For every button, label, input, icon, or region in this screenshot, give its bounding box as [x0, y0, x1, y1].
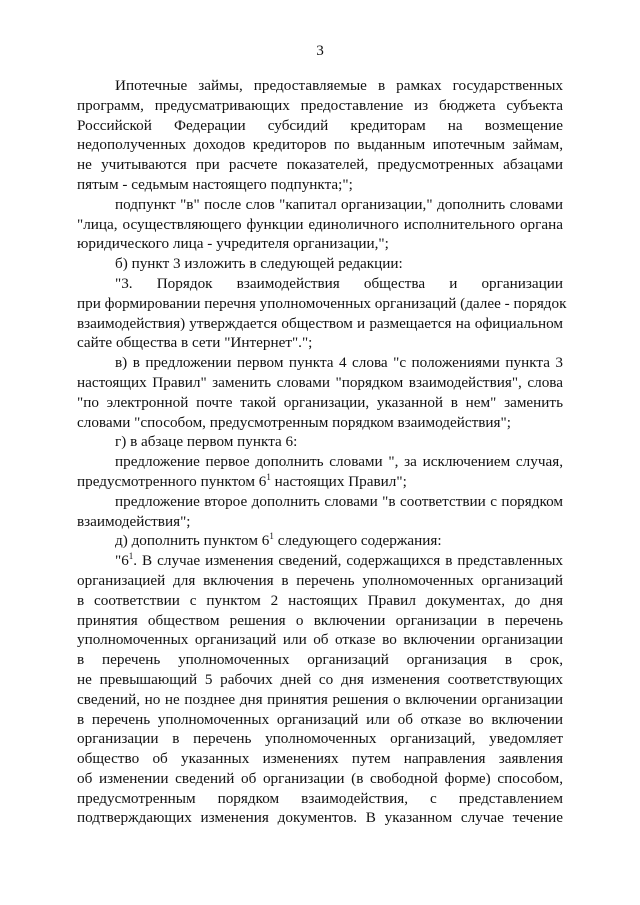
text-line [77, 215, 563, 235]
text-line [77, 116, 563, 136]
line-text: не учитываются при расчете показателей, предусмотренных абзацами [77, 156, 563, 174]
superscript: 1 [128, 551, 134, 562]
text-line [77, 432, 563, 452]
document-body [77, 76, 567, 828]
text-line [77, 749, 563, 769]
line-text: в соответствии с пунктом 2 настоящих Правил документах, до дня [77, 591, 563, 609]
text-line [77, 611, 563, 631]
paragraph [77, 531, 563, 551]
text-line [77, 294, 567, 314]
line-text: недополученных доходов кредиторов по выданным ипотечным займам, [77, 136, 563, 154]
line-text: взаимодействия) утверждается обществом и размещается на официальном [77, 314, 563, 332]
text-line [77, 690, 563, 710]
text-line [77, 333, 563, 353]
text-line [77, 630, 563, 650]
line-text: д) дополнить пунктом 6 [115, 532, 270, 550]
superscript: 1 [266, 471, 271, 482]
line-text: не превышающий 5 рабочих дней со дня изменения соответствующих [77, 670, 563, 688]
text-line [77, 670, 563, 690]
paragraph [77, 195, 563, 254]
text-line [77, 96, 563, 116]
text-line [77, 789, 563, 809]
line-text: подтверждающих изменения документов. В указанном случае течение [77, 809, 563, 827]
line-text: в) в предложении первом пункта 4 слова "с положениями пункта 3 [115, 354, 563, 372]
text-line [77, 76, 563, 96]
line-text: в перечень уполномоченных организаций или об отказе во включении [77, 710, 563, 728]
text-line [77, 175, 563, 195]
line-text: "лица, осуществляющего функции единоличного исполнительного органа [77, 215, 563, 233]
line-text: "3. Порядок взаимодействия общества и организации [115, 274, 563, 292]
text-line [77, 452, 563, 472]
paragraph [77, 492, 563, 532]
text-line [77, 413, 563, 433]
line-text: предложение второе дополнить словами "в соответствии с порядком [115, 492, 563, 510]
line-text-continued: настоящих Правил"; [270, 472, 407, 490]
line-text: предложение первое дополнить словами ", за исключением случая, [115, 453, 563, 471]
paragraph [77, 254, 563, 274]
paragraph [77, 274, 567, 353]
line-text: подпункт "в" после слов "капитал организации," дополнить словами [115, 195, 563, 213]
line-text: общество об указанных изменениях путем направления заявления [77, 750, 563, 768]
line-text: уполномоченных организаций или об отказе во включении организации [77, 631, 563, 649]
paragraph [77, 432, 563, 452]
text-line [77, 571, 563, 591]
text-line [77, 769, 563, 789]
line-text: юридического лица - учредителя организации,"; [77, 235, 389, 253]
text-line [77, 531, 563, 551]
line-text: Ипотечные займы, предоставляемые в рамках государственных [115, 77, 563, 94]
text-line [77, 353, 563, 373]
paragraph [77, 551, 563, 828]
text-line [77, 155, 563, 175]
text-line [77, 135, 563, 155]
text-line [77, 254, 563, 274]
superscript: 1 [269, 531, 274, 542]
text-line [77, 650, 563, 670]
text-line [77, 808, 563, 828]
text-line [77, 551, 563, 571]
text-line [77, 274, 563, 294]
line-text: пятым - седьмым настоящего подпункта;"; [77, 175, 353, 193]
line-text: в перечень уполномоченных организаций организация в срок, [77, 651, 563, 669]
line-text: "по электронной почте такой организации, указанной в нем" заменить [77, 393, 563, 411]
line-text: "6 [115, 552, 129, 570]
text-line [77, 729, 563, 749]
text-line [77, 591, 563, 611]
line-text-continued: . В случае изменения сведений, содержащихся в представленных [133, 552, 563, 570]
text-line [77, 492, 563, 512]
text-line [77, 512, 563, 532]
line-text: сайте общества в сети "Интернет"."; [77, 334, 313, 352]
text-line [77, 195, 563, 215]
paragraph [77, 452, 563, 492]
line-text: предусмотренным порядком взаимодействия, с представлением [77, 789, 563, 807]
text-line [77, 393, 563, 413]
text-line [77, 234, 563, 254]
line-text: Российской Федерации субсидий кредиторам на возмещение [77, 116, 563, 134]
line-text: б) пункт 3 изложить в следующей редакции: [115, 255, 403, 273]
text-line [77, 472, 563, 492]
line-text: программ, предусматривающих предоставление из бюджета субъекта [77, 96, 563, 114]
line-text: организации в перечень уполномоченных организаций, уведомляет [77, 730, 563, 748]
text-line [77, 373, 563, 393]
paragraph [77, 353, 563, 432]
line-text: предусмотренного пунктом 6 [77, 472, 267, 490]
line-text: принятия обществом решения о включении организации в перечень [77, 611, 563, 629]
line-text: словами "способом, предусмотренным порядком взаимодействия"; [77, 413, 511, 431]
text-line [77, 314, 563, 334]
line-text-continued: следующего содержания: [273, 532, 442, 550]
line-text: г) в абзаце первом пункта 6: [115, 433, 298, 451]
line-text: при формировании перечня уполномоченных организаций (далее - порядок [77, 294, 567, 312]
paragraph [77, 76, 563, 195]
line-text: взаимодействия"; [77, 512, 191, 530]
text-line [77, 710, 563, 730]
line-text: об изменении сведений об организации (в свободной форме) способом, [77, 769, 563, 787]
page-number: 3 [316, 42, 324, 59]
line-text: настоящих Правил" заменить словами "порядком взаимодействия", слова [77, 373, 563, 391]
line-text: организацией для включения в перечень уполномоченных организаций [77, 571, 563, 589]
line-text: сведений, но не позднее дня принятия решения о включении организации [77, 690, 563, 708]
